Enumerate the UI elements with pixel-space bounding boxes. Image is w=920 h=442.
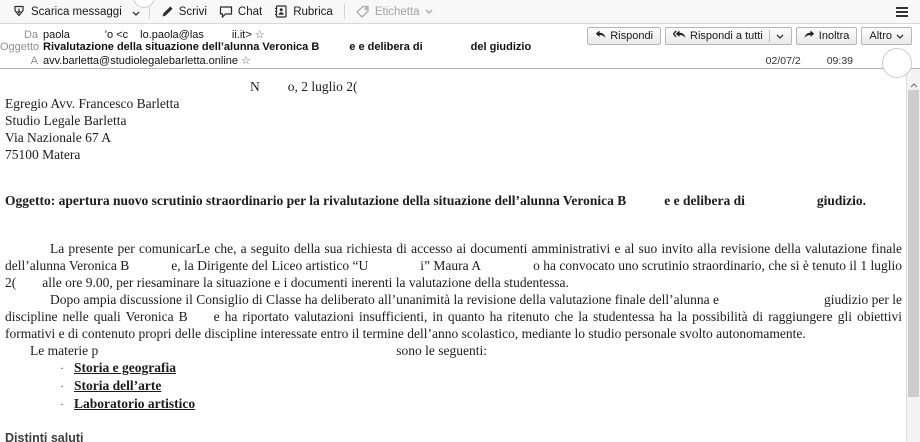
message-date xyxy=(766,55,853,67)
chat-label: Chat xyxy=(237,5,263,18)
body-dateline: N o, 2 luglio 2( xyxy=(250,79,358,94)
reply-button[interactable] xyxy=(587,27,661,45)
closing-line: Distinti saluti xyxy=(5,431,84,442)
more-label: Altro xyxy=(869,30,892,42)
chevron-down-icon xyxy=(425,9,433,14)
bullet-icon: · xyxy=(60,361,64,375)
address-book-button[interactable] xyxy=(268,3,339,20)
more-button[interactable] xyxy=(861,27,912,45)
get-messages-icon xyxy=(12,5,26,18)
scrollbar-thumb[interactable] xyxy=(908,90,919,397)
tag-button[interactable] xyxy=(350,3,439,20)
list-item xyxy=(60,395,907,413)
tag-label: Etichetta xyxy=(374,5,420,18)
button-divider xyxy=(769,30,770,42)
to-row xyxy=(0,54,251,67)
to-label: A xyxy=(30,54,38,67)
tag-icon xyxy=(356,5,370,18)
forward-button[interactable] xyxy=(796,27,858,45)
chevron-down-icon[interactable] xyxy=(776,30,784,42)
subject-item: Laboratorio artistico xyxy=(74,396,196,411)
address-book-label: Rubrica xyxy=(293,5,333,18)
recipient-name: Egregio Avv. Francesco Barletta xyxy=(5,96,180,111)
chevron-down-icon xyxy=(896,30,904,42)
reply-label: Rispondi xyxy=(610,30,654,42)
forward-label: Inoltra xyxy=(818,30,850,42)
list-item xyxy=(60,359,907,377)
paragraph-2: Dopo ampia discussione il Consiglio di Classe ha deliberato all’unanimità la revisione della valutazione finale dell’alunna e giudizio per le discipline nelle quali Veronica B e ha riportato valutazioni insufficienti, in quanto ha ritenuto che la studentessa ha la possibilità di raggiungere gli obiettivi formativi e di contenuto propri delle discipline interessate entro il termine dell’anno scolastico, mediante lo studio personale svolto autonomamente. xyxy=(5,292,902,341)
subject-label: Oggetto xyxy=(0,41,40,53)
paragraph-1: La presente per comunicarLe che, a seguito della sua richiesta di accesso ai documenti amministrativi e al suo invito alla revisione della valutazione finale dell’alunna Veronica B e, la Dirigente del Liceo artistico “U i” Maura A o ha convocato uno scrutinio straordinario, che si è tenuto il 1 luglio 2( alle ore 9.00, per riesaminare la situazione e i documenti inerenti la valutazione della studentessa. xyxy=(5,241,902,290)
write-label: Scrivi xyxy=(178,5,207,18)
bullet-icon: · xyxy=(60,397,64,411)
chat-button[interactable] xyxy=(213,3,268,20)
message-body xyxy=(0,69,907,442)
forward-arrow-icon xyxy=(804,30,815,42)
chat-bubble-icon xyxy=(219,5,233,18)
to-address[interactable]: avv.barletta@studiolegalebarletta.online xyxy=(43,54,239,67)
vertical-scrollbar[interactable] xyxy=(906,69,920,442)
get-messages-label: Scarica messaggi xyxy=(31,5,122,18)
reply-all-arrow-icon xyxy=(673,30,686,42)
subject-value: Rivalutazione della situazione dell’alunna Veronica B e e delibera di del giudizio xyxy=(43,41,532,53)
reply-all-button[interactable] xyxy=(665,27,792,45)
reply-all-label: Rispondi a tutti xyxy=(690,30,763,42)
recipient-city: 75100 Matera xyxy=(5,147,81,162)
reply-arrow-icon xyxy=(595,30,606,42)
header-buttons xyxy=(587,27,912,45)
toolbar-separator xyxy=(344,4,345,19)
date-value: 02/07/2 xyxy=(765,55,801,67)
app-menu-button[interactable] xyxy=(890,3,914,21)
time-value: 09:39 xyxy=(826,55,853,67)
subject-item: Storia e geografia xyxy=(74,360,176,375)
subjects-intro-line: Le materie p sono le seguenti: xyxy=(30,343,487,358)
subject-row xyxy=(0,41,531,53)
star-icon[interactable]: ☆ xyxy=(241,55,251,67)
recipient-street: Via Nazionale 67 A xyxy=(5,130,112,145)
list-item xyxy=(60,377,907,395)
from-label: Da xyxy=(23,28,38,41)
write-button[interactable] xyxy=(155,3,213,20)
get-messages-button[interactable] xyxy=(6,3,128,20)
pencil-icon xyxy=(161,5,174,18)
body-subject-line: Oggetto: apertura nuovo scrutinio straordinario per la rivalutazione della situazione dell’alunna Veronica B e e delibera di giudizio. xyxy=(5,193,867,208)
subject-item: Storia dell’arte xyxy=(74,378,162,393)
address-book-icon xyxy=(274,5,288,18)
message-header xyxy=(0,24,920,69)
recipient-office: Studio Legale Barletta xyxy=(5,113,127,128)
from-address[interactable]: paola 'o <c lo.paola@las ii.it> xyxy=(43,28,252,41)
bullet-icon: · xyxy=(60,379,64,393)
star-icon[interactable]: ☆ xyxy=(254,29,265,41)
redaction-circle xyxy=(882,48,912,78)
from-row xyxy=(0,28,265,41)
